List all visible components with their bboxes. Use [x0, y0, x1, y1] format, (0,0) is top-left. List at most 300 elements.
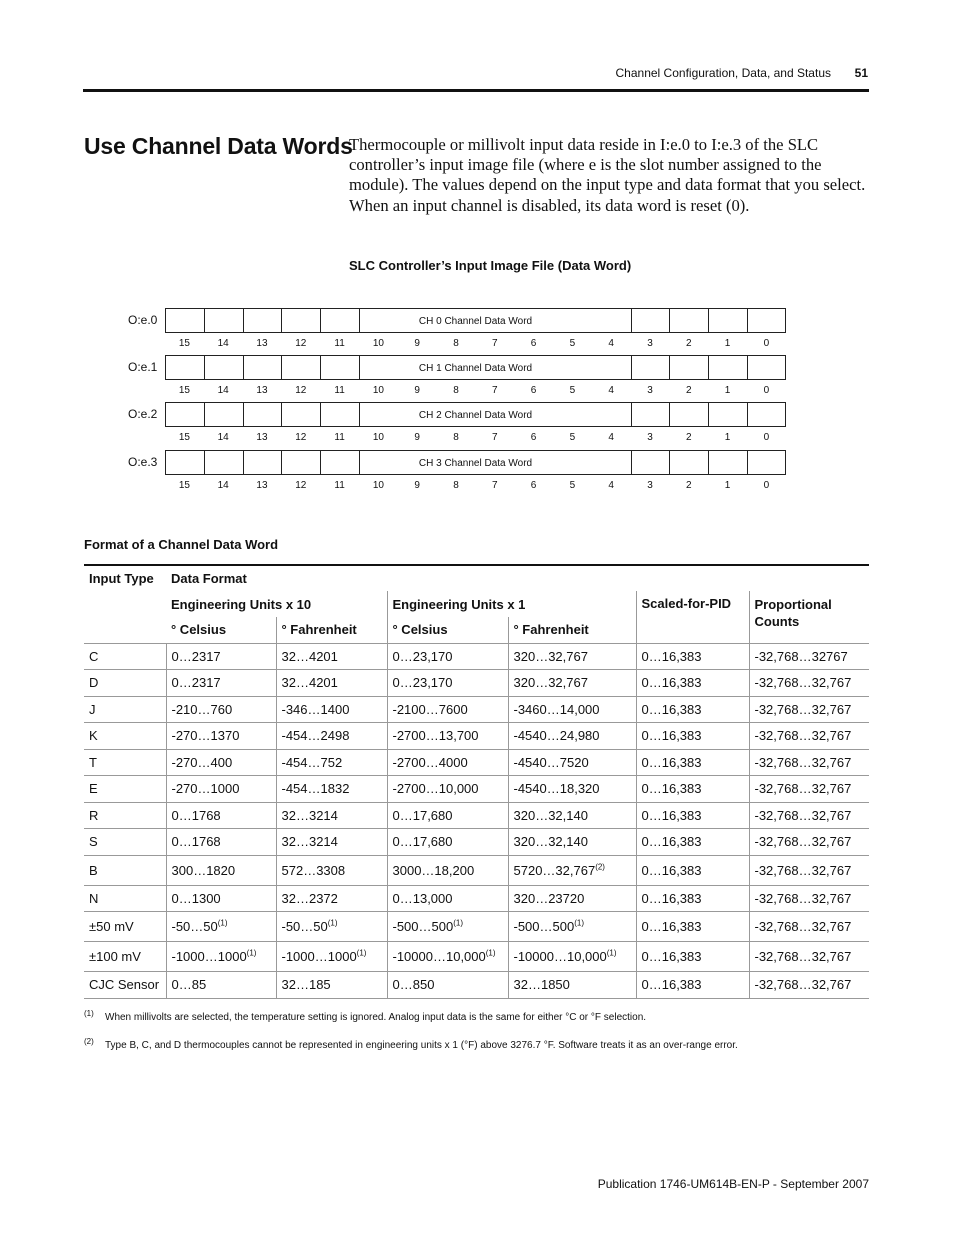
- cell-type: [84, 802, 166, 829]
- cell-value: 0…2317: [171, 648, 221, 664]
- cell-value: 0…17,680: [392, 834, 453, 850]
- word-label: O:e.0: [128, 313, 158, 327]
- bit-number: 14: [217, 480, 229, 491]
- cell-f1: [508, 670, 636, 697]
- footnote-ref: (2): [595, 862, 605, 872]
- cell-value: -32,768…32767: [754, 648, 848, 664]
- cell-prop: [749, 749, 869, 776]
- table-row: [84, 643, 869, 670]
- bit-cell: [321, 451, 360, 474]
- cell-value: -50…50: [281, 919, 328, 934]
- cell-value: 32…185: [281, 977, 331, 993]
- cell-value: 0…23,170: [392, 648, 453, 664]
- cell-prop: [749, 885, 869, 912]
- bit-cell: [670, 309, 709, 332]
- bit-cell: [632, 451, 671, 474]
- bit-cell: [593, 451, 632, 474]
- bit-cell: [205, 356, 244, 379]
- table-row: [84, 912, 869, 942]
- cell-value: -454…1832: [281, 781, 350, 797]
- cell-f10: [276, 670, 387, 697]
- cell-value: 0…16,383: [641, 977, 702, 993]
- bit-number: 8: [453, 385, 459, 396]
- cell-type: [84, 885, 166, 912]
- cell-value: -270…400: [171, 754, 233, 770]
- cell-c1: [387, 972, 508, 999]
- th-celsius-1: ° Celsius: [387, 617, 508, 643]
- cell-value: 0…13,000: [392, 890, 453, 906]
- cell-value: -32,768…32,767: [754, 919, 852, 934]
- footnote-mark: (1): [84, 1009, 94, 1018]
- channel-word-text: CH 1 Channel Data Word: [418, 363, 533, 374]
- bit-number: 1: [724, 338, 731, 349]
- bit-cell: [632, 356, 671, 379]
- data-word-box: [165, 402, 786, 427]
- bit-cell: [205, 403, 244, 426]
- cell-f1: [508, 885, 636, 912]
- bit-numbers: [165, 480, 786, 494]
- data-word-box: [165, 355, 786, 380]
- bit-number: 15: [178, 338, 190, 349]
- bit-cell: [282, 403, 321, 426]
- th-celsius-10: ° Celsius: [166, 617, 276, 643]
- bit-number: 13: [256, 385, 268, 396]
- cell-value: -32,768…32,767: [754, 754, 852, 770]
- header-rule: [83, 89, 869, 92]
- cell-f10: [276, 776, 387, 803]
- cell-value: 0…85: [171, 977, 207, 993]
- cell-value: -32,768…32,767: [754, 977, 852, 993]
- cell-value: 32…3214: [281, 834, 338, 850]
- cell-value: 0…16,383: [641, 754, 702, 770]
- cell-value: 0…16,383: [641, 890, 702, 906]
- cell-value: T: [89, 754, 97, 770]
- bit-number: 5: [569, 432, 576, 443]
- publication-footer: Publication 1746-UM614B-EN-P - September 2007: [597, 1177, 869, 1191]
- table-caption: Format of a Channel Data Word: [84, 537, 279, 552]
- bit-number: 1: [724, 480, 731, 491]
- cell-c10: [166, 723, 276, 750]
- cell-f1: [508, 829, 636, 856]
- cell-value: 32…2372: [281, 890, 338, 906]
- word-label: O:e.2: [128, 407, 158, 421]
- cell-c1: [387, 855, 508, 885]
- cell-pid: [636, 972, 749, 999]
- bit-cell: [166, 309, 205, 332]
- cell-f1: [508, 802, 636, 829]
- channel-word-text: CH 2 Channel Data Word: [418, 410, 533, 421]
- footnote-text: When millivolts are selected, the temperature setting is ignored. Analog input data is the same for either °C or °F selection.: [105, 1012, 647, 1023]
- bit-number: 4: [608, 432, 614, 443]
- bit-cell: [244, 309, 283, 332]
- cell-value: 0…1768: [171, 834, 221, 850]
- bit-number: 3: [647, 338, 653, 349]
- bit-number: 2: [686, 432, 692, 443]
- cell-value: -3460…14,000: [513, 701, 600, 717]
- page-header: [84, 66, 868, 84]
- cell-c1: [387, 643, 508, 670]
- cell-f1: [508, 749, 636, 776]
- th-data-format: Data Format: [166, 565, 869, 591]
- cell-c10: [166, 855, 276, 885]
- table-row: [84, 696, 869, 723]
- cell-f1: [508, 696, 636, 723]
- cell-value: 32…1850: [513, 977, 570, 993]
- cell-pid: [636, 749, 749, 776]
- cell-value: D: [89, 675, 99, 691]
- cell-value: 0…23,170: [392, 675, 453, 691]
- cell-pid: [636, 696, 749, 723]
- cell-value: 32…4201: [281, 648, 338, 664]
- footnote-ref: (1): [327, 918, 338, 928]
- bit-number: 7: [492, 432, 498, 443]
- bit-cell: [670, 403, 709, 426]
- cell-value: 0…16,383: [641, 862, 702, 878]
- bit-number: 13: [256, 338, 268, 349]
- bit-cell: [321, 356, 360, 379]
- cell-prop: [749, 643, 869, 670]
- cell-type: [84, 776, 166, 803]
- cell-value: 0…16,383: [641, 781, 702, 797]
- cell-value: 0…2317: [171, 675, 221, 691]
- bit-number: 15: [178, 480, 190, 491]
- bit-cell: [321, 403, 360, 426]
- cell-f1: [508, 723, 636, 750]
- cell-value: 0…1768: [171, 807, 221, 823]
- bit-number: 11: [334, 385, 345, 396]
- cell-value: -4540…7520: [513, 754, 589, 770]
- cell-pid: [636, 776, 749, 803]
- cell-c10: [166, 912, 276, 942]
- bit-cell: [321, 309, 360, 332]
- cell-value: -32,768…32,767: [754, 949, 852, 964]
- table-row: [84, 829, 869, 856]
- bit-number: 1: [724, 385, 731, 396]
- bit-number: 13: [256, 432, 268, 443]
- cell-f10: [276, 855, 387, 885]
- cell-value: -500…500: [392, 919, 454, 934]
- cell-value: -4540…24,980: [513, 728, 600, 744]
- cell-value: -454…2498: [281, 728, 350, 744]
- bit-number: 9: [414, 385, 420, 396]
- bit-number: 2: [686, 480, 692, 491]
- bit-number: 10: [372, 338, 384, 349]
- cell-value: -32,768…32,767: [754, 675, 852, 691]
- bit-number: 1: [724, 432, 731, 443]
- cell-value: J: [89, 701, 96, 717]
- table-row: [84, 723, 869, 750]
- cell-c1: [387, 749, 508, 776]
- cell-c1: [387, 912, 508, 942]
- bit-number: 13: [256, 480, 268, 491]
- table-row: [84, 802, 869, 829]
- bit-cell: [709, 356, 748, 379]
- cell-value: -32,768…32,767: [754, 807, 852, 823]
- bit-number: 6: [530, 338, 537, 349]
- cell-type: [84, 972, 166, 999]
- bit-cell: [244, 356, 283, 379]
- cell-value: -1000…1000: [171, 949, 247, 964]
- cell-prop: [749, 670, 869, 697]
- bit-number: 8: [453, 480, 459, 491]
- bit-number: 5: [569, 338, 576, 349]
- footnote-ref: (1): [606, 948, 617, 958]
- bit-number: 4: [608, 338, 614, 349]
- cell-type: [84, 829, 166, 856]
- cell-type: [84, 912, 166, 942]
- bit-cell: [632, 403, 671, 426]
- cell-value: 0…16,383: [641, 675, 702, 691]
- th-eu1: Engineering Units x 1: [387, 591, 636, 617]
- cell-value: B: [89, 862, 98, 878]
- data-word-box: [165, 450, 786, 475]
- bit-number: 8: [453, 432, 459, 443]
- cell-value: ±100 mV: [89, 949, 141, 964]
- cell-value: -270…1000: [171, 781, 240, 797]
- channel-word-text: CH 3 Channel Data Word: [418, 458, 533, 469]
- bit-cell: [244, 451, 283, 474]
- cell-f10: [276, 829, 387, 856]
- cell-c10: [166, 802, 276, 829]
- bit-number: 3: [647, 432, 653, 443]
- cell-f10: [276, 643, 387, 670]
- table-row: [84, 670, 869, 697]
- word-label: O:e.3: [128, 455, 158, 469]
- bit-cell: [670, 356, 709, 379]
- bit-number: 10: [372, 432, 384, 443]
- diagram-caption: SLC Controller’s Input Image File (Data Word): [349, 258, 632, 273]
- cell-c1: [387, 942, 508, 972]
- cell-pid: [636, 885, 749, 912]
- cell-type: [84, 670, 166, 697]
- cell-c10: [166, 942, 276, 972]
- intro-paragraph: Thermocouple or millivolt input data reside in I:e.0 to I:e.3 of the SLC controller’s input image file (where e is the slot number assigned to the module). The values depend on the input type and data format that you select. When an input channel is disabled, its data word is reset (0).: [349, 135, 866, 215]
- cell-value: 0…16,383: [641, 834, 702, 850]
- bit-number: 4: [608, 385, 614, 396]
- bit-cell: [205, 451, 244, 474]
- table-row: [84, 749, 869, 776]
- cell-prop: [749, 855, 869, 885]
- th-fahrenheit-1: ° Fahrenheit: [508, 617, 636, 643]
- bit-cell: [166, 451, 205, 474]
- cell-value: -270…1370: [171, 728, 240, 744]
- cell-type: [84, 643, 166, 670]
- footnote-ref: (1): [356, 948, 367, 958]
- cell-value: -32,768…32,767: [754, 862, 852, 878]
- bit-number: 5: [569, 480, 576, 491]
- cell-value: 320…32,767: [513, 675, 588, 691]
- th-fahrenheit-10: ° Fahrenheit: [276, 617, 387, 643]
- cell-value: 0…16,383: [641, 701, 702, 717]
- bit-cell: [632, 309, 671, 332]
- cell-pid: [636, 912, 749, 942]
- bit-number: 6: [530, 385, 537, 396]
- cell-c1: [387, 885, 508, 912]
- cell-prop: [749, 912, 869, 942]
- bit-cell: [166, 403, 205, 426]
- bit-number: 10: [372, 480, 384, 491]
- cell-prop: [749, 696, 869, 723]
- cell-value: 320…23720: [513, 890, 585, 906]
- bit-number: 11: [334, 432, 345, 443]
- cell-value: 320…32,140: [513, 834, 588, 850]
- table-row: [84, 885, 869, 912]
- word-label: O:e.1: [128, 360, 158, 374]
- cell-f10: [276, 723, 387, 750]
- cell-value: -32,768…32,767: [754, 834, 852, 850]
- cell-value: -2700…10,000: [392, 781, 479, 797]
- footnote-mark: (2): [84, 1037, 94, 1046]
- cell-prop: [749, 723, 869, 750]
- cell-f1: [508, 776, 636, 803]
- cell-value: -32,768…32,767: [754, 890, 852, 906]
- bit-number: 3: [647, 480, 653, 491]
- cell-f1: [508, 643, 636, 670]
- cell-prop: [749, 829, 869, 856]
- bit-number: 2: [686, 385, 692, 396]
- footnote-ref: (1): [217, 918, 228, 928]
- cell-c1: [387, 802, 508, 829]
- table-row: [84, 855, 869, 885]
- bit-number: 12: [295, 385, 307, 396]
- bit-number: 11: [334, 338, 345, 349]
- bit-number: 9: [414, 480, 420, 491]
- cell-prop: [749, 942, 869, 972]
- bit-cell: [709, 403, 748, 426]
- cell-prop: [749, 776, 869, 803]
- bit-number: 0: [763, 338, 770, 349]
- cell-value: CJC Sensor: [89, 977, 160, 993]
- cell-value: 0…16,383: [641, 807, 702, 823]
- bit-cell: [166, 356, 205, 379]
- cell-value: -10000…10,000: [513, 949, 607, 964]
- th-pid: Scaled-for-PID: [636, 591, 749, 643]
- bit-number: 12: [295, 480, 307, 491]
- cell-pid: [636, 723, 749, 750]
- th-eu10: Engineering Units x 10: [166, 591, 387, 617]
- cell-value: 5720…32,767: [513, 862, 596, 878]
- footnote-ref: (1): [485, 948, 496, 958]
- cell-c1: [387, 696, 508, 723]
- bit-cell: [593, 309, 632, 332]
- bit-number: 15: [178, 385, 190, 396]
- cell-c1: [387, 829, 508, 856]
- cell-value: N: [89, 890, 99, 906]
- cell-value: -500…500: [513, 919, 575, 934]
- cell-value: -2700…4000: [392, 754, 468, 770]
- cell-value: -32,768…32,767: [754, 781, 852, 797]
- page-number: 51: [854, 66, 868, 80]
- bit-number: 15: [178, 432, 190, 443]
- cell-value: -32,768…32,767: [754, 701, 852, 717]
- cell-f10: [276, 942, 387, 972]
- cell-value: -2100…7600: [392, 701, 468, 717]
- cell-value: -454…752: [281, 754, 343, 770]
- bit-cell: [670, 451, 709, 474]
- cell-value: 0…16,383: [641, 648, 702, 664]
- bit-cell: [282, 356, 321, 379]
- data-word-box: [165, 308, 786, 333]
- cell-value: 0…16,383: [641, 919, 702, 934]
- cell-c10: [166, 972, 276, 999]
- cell-value: -10000…10,000: [392, 949, 486, 964]
- cell-c10: [166, 696, 276, 723]
- cell-c10: [166, 670, 276, 697]
- bit-number: 14: [217, 338, 229, 349]
- th-input-type: Input Type: [84, 565, 166, 591]
- bit-number: 0: [763, 480, 770, 491]
- bit-number: 7: [492, 338, 498, 349]
- cell-pid: [636, 855, 749, 885]
- cell-f10: [276, 912, 387, 942]
- cell-value: ±50 mV: [89, 919, 134, 934]
- cell-value: 0…850: [392, 977, 435, 993]
- bit-number: 7: [492, 480, 498, 491]
- bit-number: 5: [569, 385, 576, 396]
- cell-value: -2700…13,700: [392, 728, 479, 744]
- bit-number: 9: [414, 432, 420, 443]
- cell-value: K: [89, 728, 98, 744]
- cell-value: 0…16,383: [641, 728, 702, 744]
- bit-numbers: [165, 338, 786, 352]
- cell-c10: [166, 885, 276, 912]
- table-row: [84, 776, 869, 803]
- bit-number: 4: [608, 480, 614, 491]
- cell-value: 0…1300: [171, 890, 221, 906]
- cell-value: 320…32,767: [513, 648, 588, 664]
- cell-value: E: [89, 781, 98, 797]
- bit-cell: [709, 309, 748, 332]
- bit-numbers: [165, 385, 786, 399]
- cell-value: -1000…1000: [281, 949, 357, 964]
- bit-cell: [593, 356, 632, 379]
- cell-value: 300…1820: [171, 862, 236, 878]
- cell-f10: [276, 972, 387, 999]
- channel-word-text: CH 0 Channel Data Word: [418, 316, 533, 327]
- footnote-ref: (1): [574, 918, 584, 928]
- cell-value: 320…32,140: [513, 807, 588, 823]
- cell-value: S: [89, 834, 98, 850]
- bit-number: 3: [647, 385, 653, 396]
- cell-c10: [166, 829, 276, 856]
- cell-type: [84, 855, 166, 885]
- bit-cell: [282, 309, 321, 332]
- cell-type: [84, 696, 166, 723]
- cell-value: -346…1400: [281, 701, 350, 717]
- bit-number: 8: [453, 338, 459, 349]
- bit-cell: [282, 451, 321, 474]
- cell-f1: [508, 942, 636, 972]
- cell-value: 32…4201: [281, 675, 338, 691]
- bit-cell: [244, 403, 283, 426]
- table-row: [84, 972, 869, 999]
- cell-value: 572…3308: [281, 862, 346, 878]
- cell-f10: [276, 749, 387, 776]
- cell-f10: [276, 802, 387, 829]
- cell-value: -210…760: [171, 701, 233, 717]
- footnote-text: Type B, C, and D thermocouples cannot be represented in engineering units x 1 (°F) above 3276.7 °F. Software treats it as an over-range error.: [105, 1040, 738, 1051]
- data-format-table: [84, 564, 869, 999]
- bit-cell: [205, 309, 244, 332]
- bit-cell: [593, 403, 632, 426]
- cell-c10: [166, 776, 276, 803]
- cell-prop: [749, 972, 869, 999]
- header-title: Channel Configuration, Data, and Status: [615, 66, 831, 80]
- bit-numbers: [165, 432, 786, 446]
- cell-pid: [636, 942, 749, 972]
- cell-f10: [276, 885, 387, 912]
- cell-c1: [387, 670, 508, 697]
